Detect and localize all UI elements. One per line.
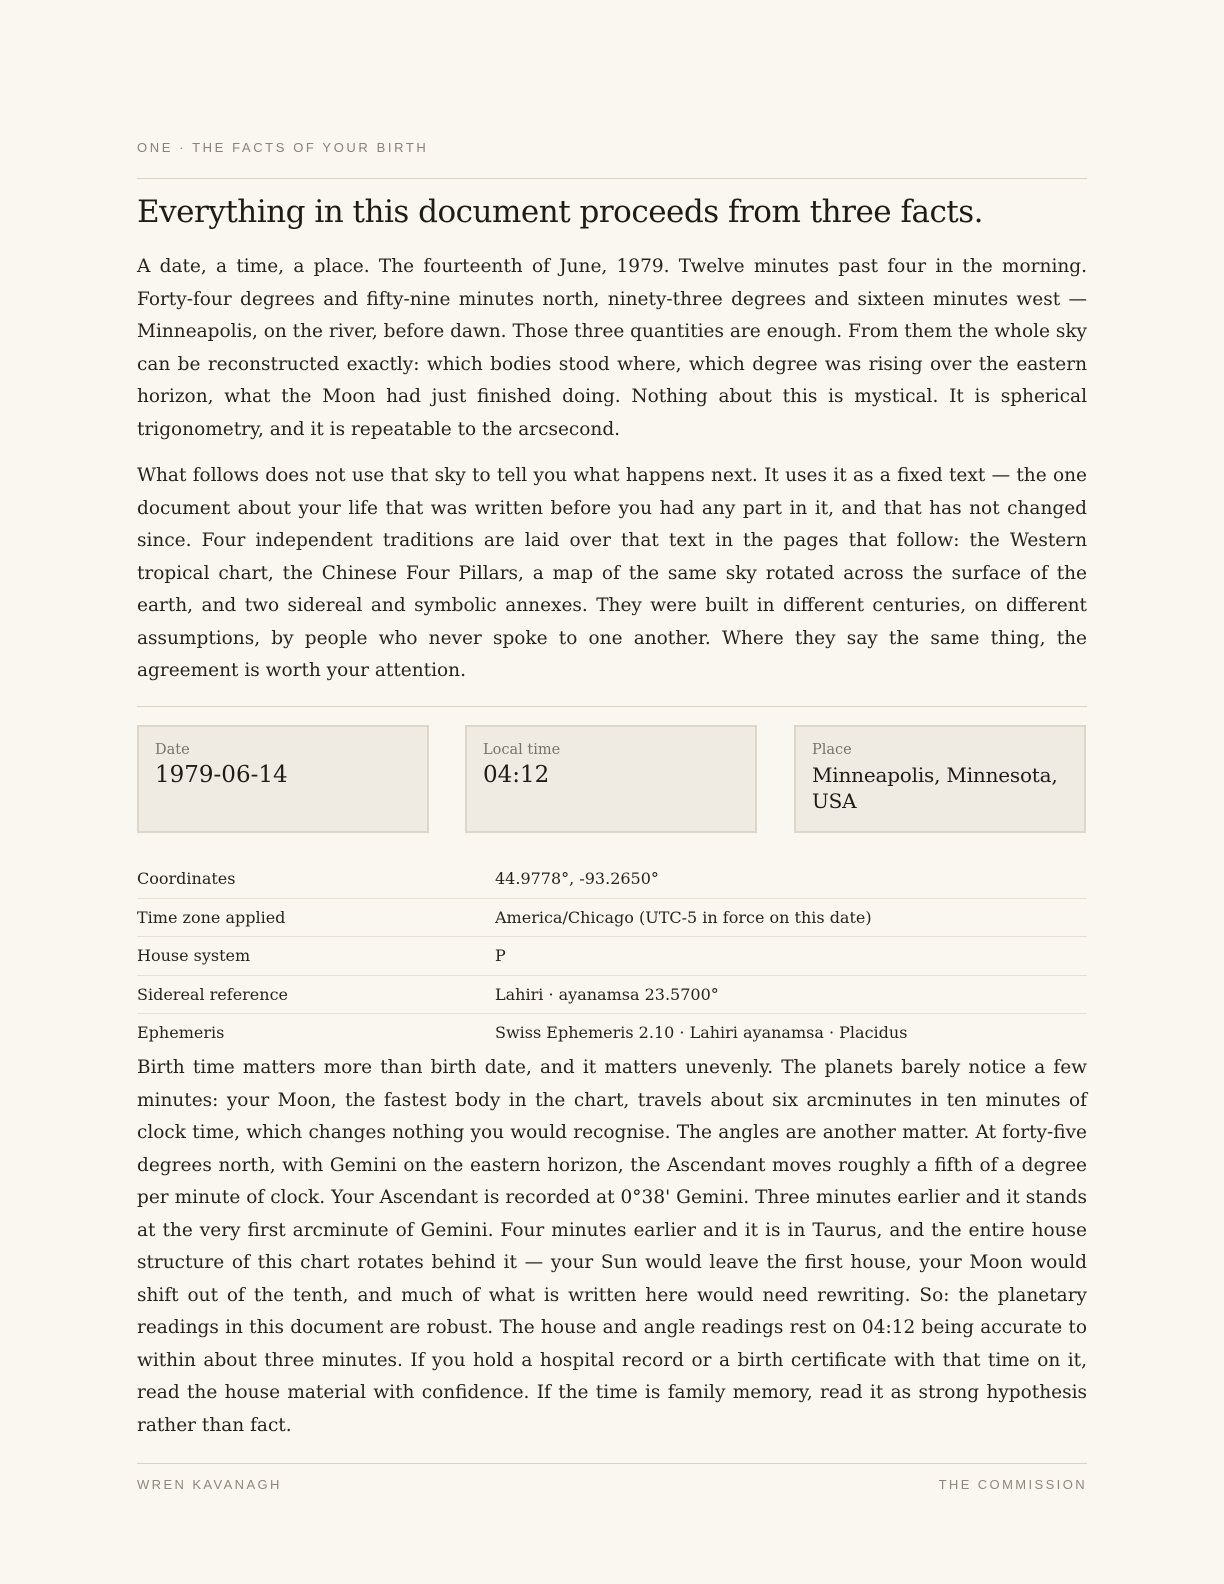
- document-page: [137, 0, 1087, 1584]
- detail-value: P: [495, 946, 506, 965]
- local-time-card-value: 04:12: [483, 762, 550, 788]
- intro-paragraph: A date, a time, a place. The fourteenth of June, 1979. Twelve minutes past four in the morning. Forty-four degrees and fifty-nine minutes north, ninety-three degrees and sixteen minutes west — Minneapolis, on the river, before dawn. Those three quantities are enough. From them the whole sky can be reconstructed exactly: which bodies stood where, which degree was rising over the eastern horizon, what the Moon had just finished doing. Nothing about this is mystical. It is spherical trigonometry, and it is repeatable to the arcsecond.: [137, 256, 1087, 440]
- local-time-card: [465, 725, 757, 833]
- date-card: [137, 725, 429, 833]
- footer-title: THE COMMISSION: [938, 1477, 1087, 1492]
- section-label: ONE · THE FACTS OF YOUR BIRTH: [137, 140, 429, 155]
- page-headline: Everything in this document proceeds from three facts.: [137, 194, 984, 230]
- detail-key: Ephemeris: [137, 1023, 225, 1042]
- divider: [137, 178, 1087, 179]
- detail-value: Lahiri · ayanamsa 23.5700°: [495, 984, 719, 1004]
- divider: [137, 1463, 1087, 1464]
- divider: [137, 706, 1087, 707]
- traditions-paragraph: What follows does not use that sky to tell you what happens next. It uses it as a fixed text — the one document about your life that was written before you had any part in it, and that has not changed since. Four independent traditions are laid over that text in the pages that follow: the Western tropical chart, the Chinese Four Pillars, a map of the same sky rotated across the surface of the earth, and two sidereal and symbolic annexes. They were built in different centuries, on different assumptions, by people who never spoke to one another. Where they say the same thing, the agreement is worth your attention.: [137, 465, 1087, 681]
- detail-row-ephemeris: [137, 1014, 1087, 1053]
- birth-details-table: [137, 860, 1087, 1053]
- place-card-value: Minneapolis, Minnesota, USA: [812, 763, 1058, 813]
- detail-row-sidereal-reference: [137, 976, 1087, 1015]
- local-time-card-label: Local time: [483, 742, 561, 758]
- detail-key: Coordinates: [137, 869, 236, 888]
- detail-key: Sidereal reference: [137, 984, 289, 1004]
- detail-key: Time zone applied: [137, 907, 286, 927]
- detail-value: Swiss Ephemeris 2.10 · Lahiri ayanamsa · Placidus: [495, 1023, 908, 1042]
- date-card-value: 1979-06-14: [155, 762, 288, 788]
- detail-key: House system: [137, 946, 251, 965]
- detail-row-house-system: [137, 937, 1087, 976]
- place-card: [794, 725, 1086, 833]
- date-card-label: Date: [155, 742, 190, 758]
- detail-row-coordinates: [137, 860, 1087, 899]
- detail-value: 44.9778°, -93.2650°: [495, 869, 659, 888]
- birth-time-paragraph: Birth time matters more than birth date, and it matters unevenly. The planets barely notice a few minutes: your Moon, the fastest body in the chart, travels about six arcminutes in ten minutes of clock time, which changes nothing you would recognise. The angles are another matter. At forty-five degrees north, with Gemini on the eastern horizon, the Ascendant moves roughly a fifth of a degree per minute of clock. Your Ascendant is recorded at 0°38' Gemini. Three minutes earlier and it stands at the very first arcminute of Gemini. Four minutes earlier and it is in Taurus, and the entire house structure of this chart rotates behind it — your Sun would leave the first house, your Moon would shift out of the tenth, and much of what is written here would need rewriting. So: the planetary readings in this document are robust. The house and angle readings rest on 04:12 being accurate to within about three minutes. If you hold a hospital record or a birth certificate with that time on it, read the house material with confidence. If the time is family memory, read it as strong hypothesis rather than fact.: [137, 1057, 1087, 1436]
- place-card-label: Place: [812, 742, 852, 758]
- detail-value: America/Chicago (UTC-5 in force on this date): [495, 907, 872, 927]
- footer-author: WREN KAVANAGH: [137, 1477, 282, 1492]
- detail-row-time-zone: [137, 899, 1087, 938]
